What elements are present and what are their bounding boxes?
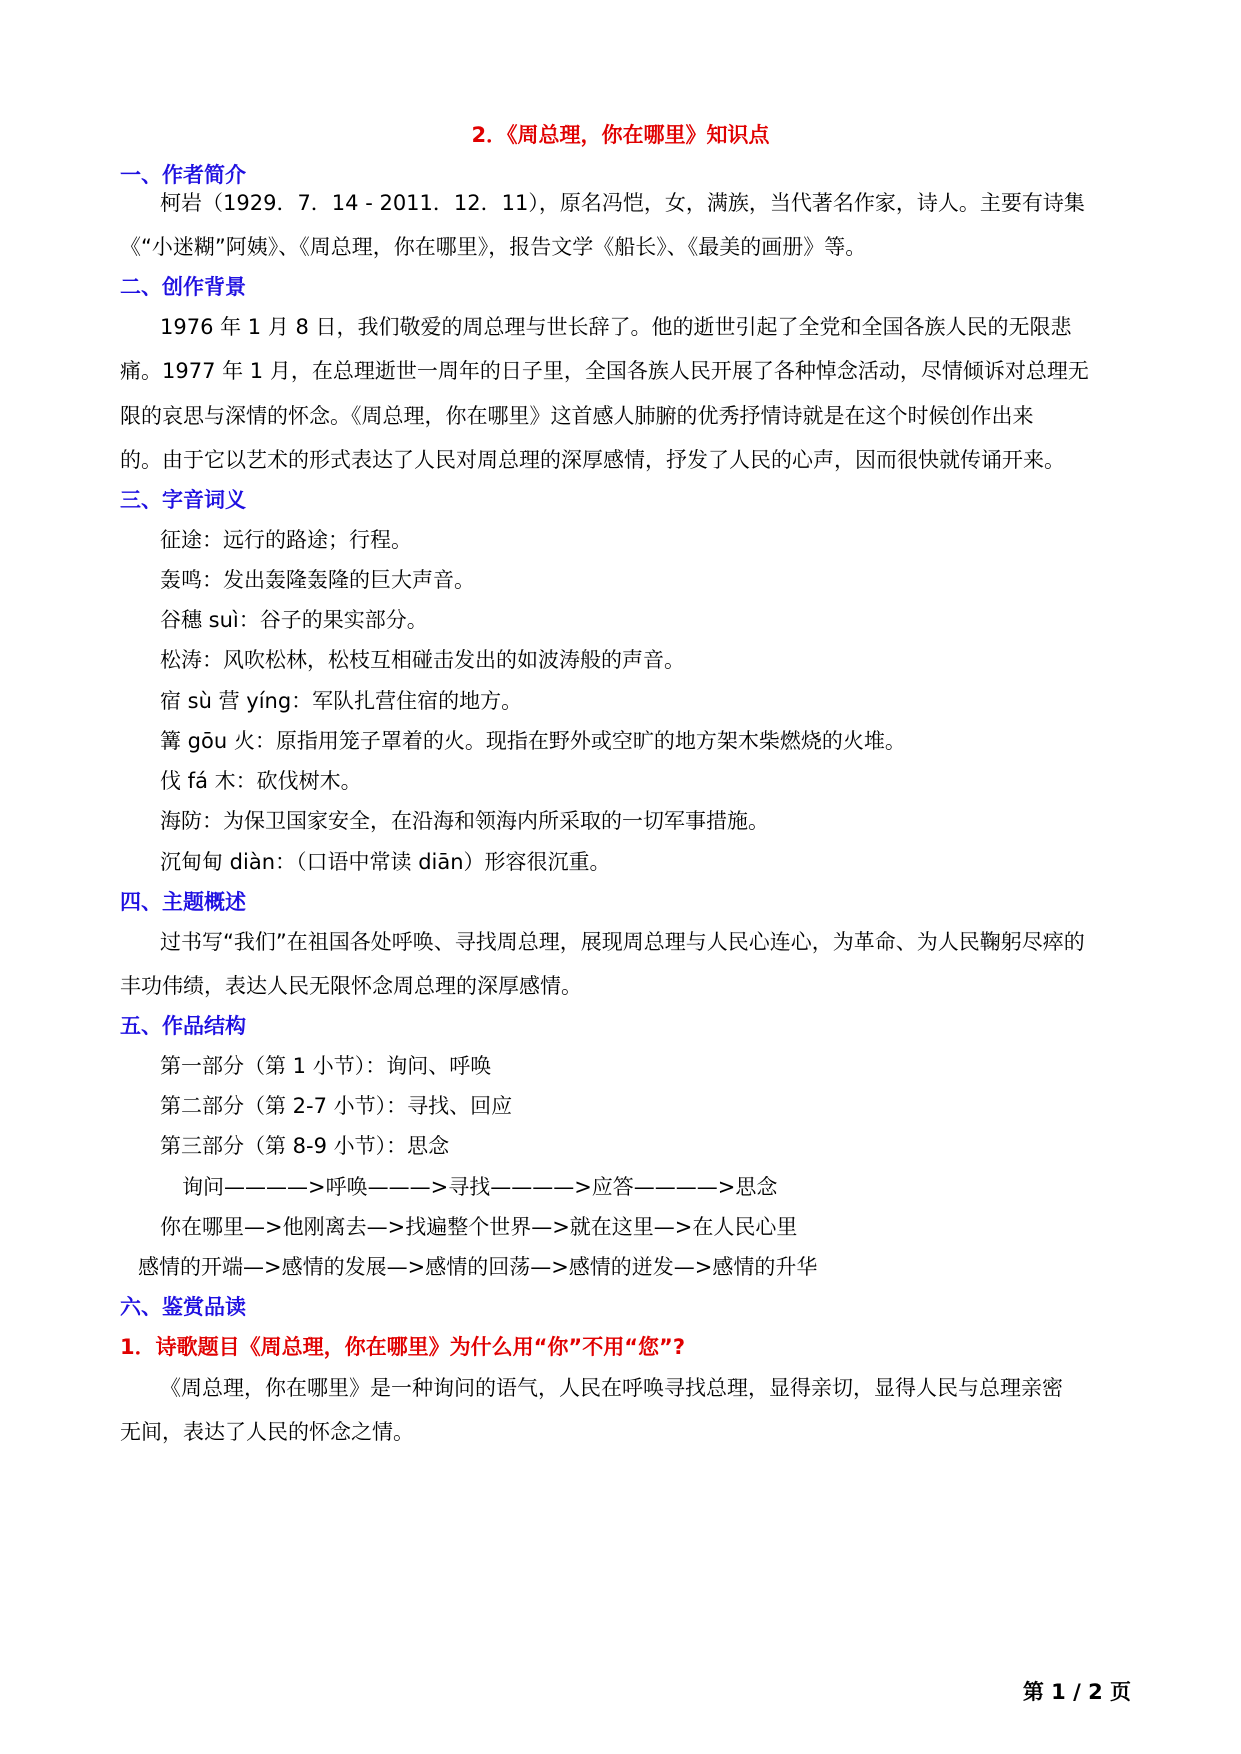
structure-part: 第二部分（第 2-7 小节）：寻找、回应 bbox=[160, 1094, 513, 1118]
vocab-item: 伐 fá 木：砍伐树木。 bbox=[160, 769, 362, 793]
vocab-item: 松涛：风吹松林，松枝互相碰击发出的如波涛般的声音。 bbox=[160, 648, 685, 672]
vocab-item: 篝 gōu 火：原指用笼子罩着的火。现指在野外或空旷的地方架木柴燃烧的火堆。 bbox=[160, 729, 906, 753]
document-title: 2．《周总理，你在哪里》知识点 bbox=[471, 123, 770, 147]
vocab-item: 征途：远行的路途；行程。 bbox=[160, 528, 412, 552]
theme-line-1: 过书写“我们”在祖国各处呼唤、寻找周总理，展现周总理与人民心连心，为革命、为人民鞠躬尽瘁的 bbox=[160, 930, 1085, 954]
section-heading-appreciation: 六、鉴赏品读 bbox=[120, 1295, 246, 1319]
background-line-1: 1976 年 1 月 8 日，我们敬爱的周总理与世长辞了。他的逝世引起了全党和全国各族人民的无限悲 bbox=[160, 315, 1072, 339]
section-heading-structure: 五、作品结构 bbox=[120, 1014, 246, 1038]
structure-part: 第一部分（第 1 小节）：询问、呼唤 bbox=[160, 1054, 492, 1078]
question-1: 1．诗歌题目《周总理，你在哪里》为什么用“你”不用“您”? bbox=[120, 1335, 685, 1359]
vocab-item: 宿 sù 营 yíng：军队扎营住宿的地方。 bbox=[160, 689, 523, 713]
section-heading-theme: 四、主题概述 bbox=[120, 890, 246, 914]
vocab-item: 海防：为保卫国家安全，在沿海和领海内所采取的一切军事措施。 bbox=[160, 809, 769, 833]
author-line-2: 《“小迷糊”阿姨》、《周总理，你在哪里》，报告文学《船长》、《最美的画册》等。 bbox=[120, 235, 867, 259]
structure-flow-1: 询问————>呼唤———>寻找————>应答————>思念 bbox=[182, 1175, 778, 1199]
vocab-item: 沉甸甸 diàn：（口语中常读 diān）形容很沉重。 bbox=[160, 850, 611, 874]
answer-1-line-1: 《周总理，你在哪里》是一种询问的语气，人民在呼唤寻找总理，显得亲切，显得人民与总理亲密 bbox=[160, 1376, 1063, 1400]
section-heading-author: 一、作者简介 bbox=[120, 163, 246, 187]
vocab-item: 谷穗 suì：谷子的果实部分。 bbox=[160, 608, 428, 632]
page-number: 第 1 / 2 页 bbox=[1022, 1680, 1131, 1704]
author-line-1: 柯岩（1929．7．14 - 2011．12．11），原名冯恺，女，满族，当代著名作家，诗人。主要有诗集 bbox=[160, 191, 1085, 215]
structure-flow-2: 你在哪里—>他刚离去—>找遍整个世界—>就在这里—>在人民心里 bbox=[160, 1215, 798, 1239]
section-heading-vocabulary: 三、字音词义 bbox=[120, 488, 246, 512]
vocab-item: 轰鸣：发出轰隆轰隆的巨大声音。 bbox=[160, 568, 475, 592]
background-line-3: 限的哀思与深情的怀念。《周总理，你在哪里》这首感人肺腑的优秀抒情诗就是在这个时候创作出来 bbox=[120, 404, 1034, 428]
theme-line-2: 丰功伟绩，表达人民无限怀念周总理的深厚感情。 bbox=[120, 974, 582, 998]
answer-1-line-2: 无间，表达了人民的怀念之情。 bbox=[120, 1420, 414, 1444]
background-line-2: 痛。1977 年 1 月，在总理逝世一周年的日子里，全国各族人民开展了各种悼念活动，尽情倾诉对总理无 bbox=[120, 359, 1089, 383]
structure-flow-3: 感情的开端—>感情的发展—>感情的回荡—>感情的迸发—>感情的升华 bbox=[138, 1255, 818, 1279]
background-line-4: 的。由于它以艺术的形式表达了人民对周总理的深厚感情，抒发了人民的心声，因而很快就传诵开来。 bbox=[120, 448, 1065, 472]
structure-part: 第三部分（第 8-9 小节）：思念 bbox=[160, 1134, 450, 1158]
section-heading-background: 二、创作背景 bbox=[120, 275, 246, 299]
